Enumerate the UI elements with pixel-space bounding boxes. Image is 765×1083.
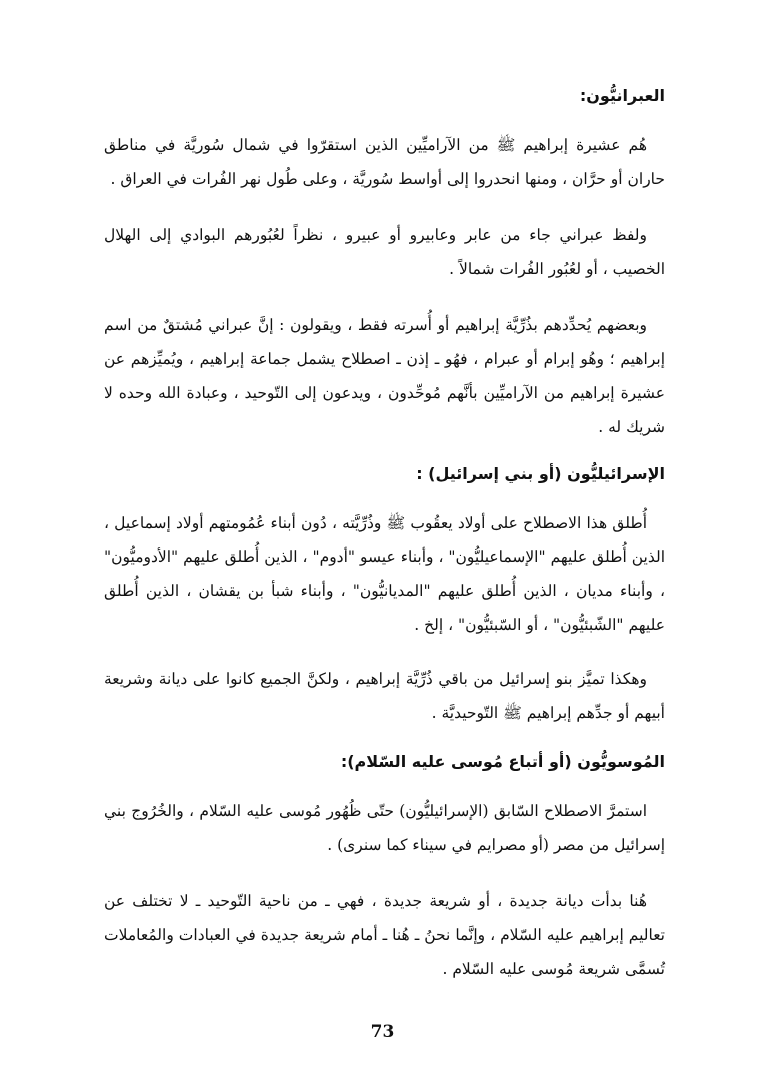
- paragraph: هُم عشيرة إبراهيم ﷺ من الآراميِّين الذين استقرّوا في شمال سُوريَّة في مناطق حاران أو حرَّان ، ومنها انحدروا إلى أواسط سُوريَّة ، وعلى طُول نهر الفُرات في العراق .: [104, 136, 665, 188]
- paragraph: أُطلق هذا الاصطلاح على أولاد يعقُوب ﷺ وذُرِّيَّته ، دُون أبناء عُمُومتهم أولاد إسماعيل ، الذين أُطلق عليهم "الإسماعيليُّون" ، وأبناء عيسو "أدوم" ، الذين أُطلق عليهم "الأدوميُّون" ، وأبناء مديان ، الذين أُطلق عليهم "المديانيُّون" ، وأبناء شبأ بن يقشان ، الذين أُطلق عليهم "الشّبئيُّون" ، أو السّبئيُّون" ، إلخ .: [104, 514, 665, 634]
- paragraph: وهكذا تميَّز بنو إسرائيل من باقي ذُرِّيَّة إبراهيم ، ولكنَّ الجميع كانوا على ديانة وشريعة أبيهم أو جدِّهم إبراهيم ﷺ التّوحيديَّة .: [104, 670, 665, 722]
- paragraph: استمرَّ الاصطلاح السّابق (الإسرائيليُّون) حتّى ظُهُور مُوسى عليه السّلام ، والخُرُوج بني إسرائيل من مصر (أو مصرايم في سيناء كما سنرى) .: [104, 802, 665, 854]
- section-heading-israelites: الإسرائيليُّون (أو بني إسرائيل) :: [416, 464, 665, 483]
- paragraph: وبعضهم يُحدِّدهم بذُرِّيَّة إبراهيم أو أُسرته فقط ، ويقولون : إنَّ عبراني مُشتقٌ من اسم إبراهيم ؛ وهُو إبرام أو عبرام ، فهُو ـ إذن ـ اصطلاح يشمل جماعة إبراهيم ، ويُميِّزهم عن عشيرة إبراهيم من الآراميِّين بأنَّهم مُوحِّدون ، ويدعون إلى التّوحيد ، وعبادة الله وحده لا شريك له .: [104, 316, 665, 436]
- page-number: 73: [370, 1022, 395, 1042]
- paragraph: هُنا بدأت ديانة جديدة ، أو شريعة جديدة ، فهي ـ من ناحية التّوحيد ـ لا تختلف عن تعاليم إبراهيم عليه السّلام ، وإنَّما نحنُ ـ هُنا ـ أمام شريعة جديدة في العبادات والمُعاملات تُسمَّى شريعة مُوسى عليه السّلام .: [104, 892, 665, 978]
- section-heading-mosaics: المُوسويُّون (أو أتباع مُوسى عليه السّلام):: [340, 752, 665, 771]
- paragraph: ولفظ عبراني جاء من عابر وعابيرو أو عبيرو ، نظراً لعُبُورهم البوادي إلى الهلال الخصيب ، أو لعُبُور الفُرات شمالاً .: [104, 226, 665, 278]
- page-body: [104, 84, 665, 1043]
- section-heading-hebrews: العبرانيُّون:: [579, 86, 665, 105]
